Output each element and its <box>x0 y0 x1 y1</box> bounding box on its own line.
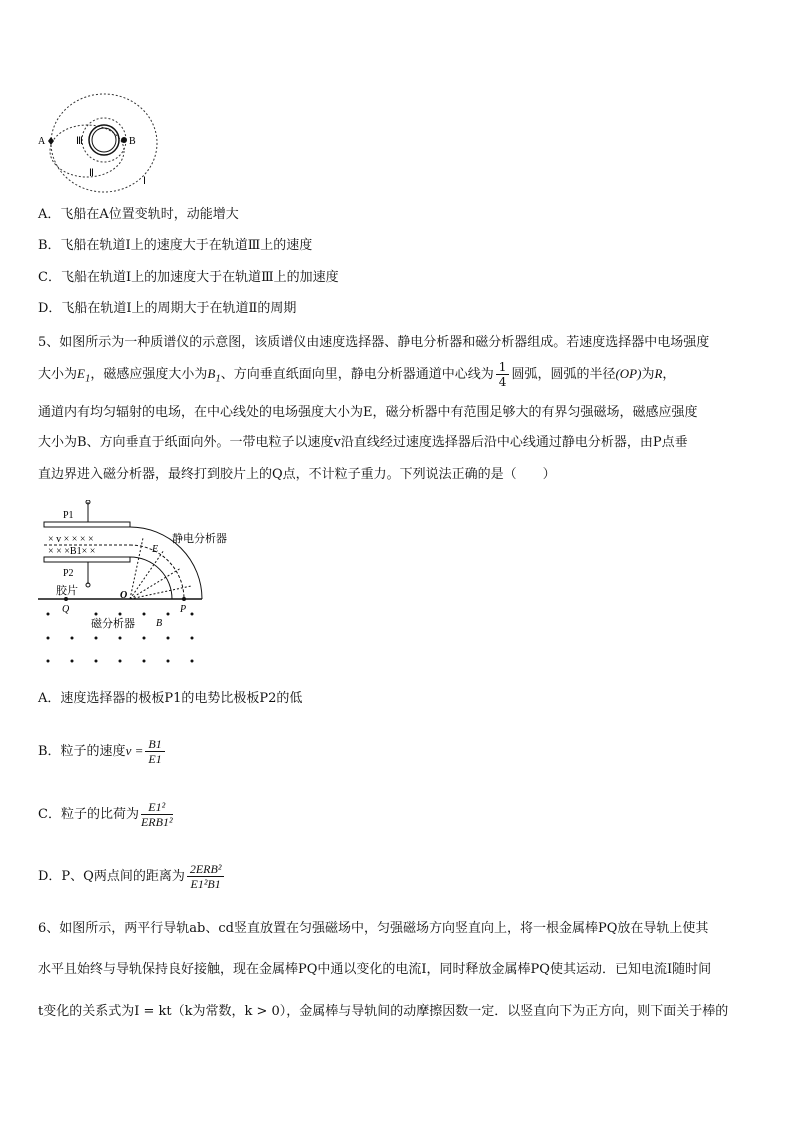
q5-option-a: A．速度选择器的极板P1的电势比极板P2的低 <box>38 691 303 706</box>
point-q <box>64 597 68 601</box>
op-symbol: (OP) <box>615 366 642 381</box>
q6-line-3: t变化的关系式为I = kt（k为常数，k > 0），金属棒与导轨间的动摩擦因数一定．以竖直向下为正方向，则下面关于棒的 <box>38 1004 729 1019</box>
label-i: Ⅰ <box>143 176 146 187</box>
q5-l2d: 圆弧，圆弧的半径 <box>511 367 616 382</box>
q6-line-1: 6、如图所示，两平行导轨ab、cd竖直放置在匀强磁场中，匀强磁场方向竖直向上，将一根金属棒PQ放在导轨上使其 <box>38 921 709 936</box>
point-b-marker <box>121 137 127 143</box>
point-a-marker <box>48 137 54 145</box>
q5-l2a: 大小为 <box>38 367 78 382</box>
field-row-2: × × ×B1× × <box>48 546 96 557</box>
label-p1: P1 <box>63 510 74 521</box>
label-p: P <box>180 604 187 615</box>
q4-option-c: C．飞船在轨道Ⅰ上的加速度大于在轨道Ⅲ上的加速度 <box>38 270 339 285</box>
e1-symbol: $E_1$ <box>77 366 91 385</box>
q6-line-2: 水平且始终与导轨保持良好接触，现在金属棒PQ中通以变化的电流I，同时释放金属棒PQ使其运动．已知电流I随时间 <box>38 962 712 977</box>
label-q: Q <box>62 604 70 615</box>
r-symbol: R <box>654 366 663 381</box>
q5-line-4: 大小为B、方向垂直于纸面向外。一带电粒子以速度v沿直线经过速度选择器后沿中心线通过静电分析器，由P点垂 <box>38 435 688 450</box>
label-iii: Ⅲ <box>76 136 83 147</box>
label-magnetic-analyzer: 磁分析器 <box>91 618 135 630</box>
orbit-ii <box>50 125 124 177</box>
b1-symbol: $B_1$ <box>207 366 221 385</box>
q4-option-b: B．飞船在轨道Ⅰ上的速度大于在轨道Ⅲ上的速度 <box>38 238 313 253</box>
label-p2: P2 <box>63 568 74 579</box>
label-b: B <box>129 136 136 147</box>
q5-option-d: D．P、Q两点间的距离为 $\frac{\text{2ERB²}}{\text{E1²B1}}$ <box>38 862 226 891</box>
q5-line-1: 5、如图所示为一种质谱仪的示意图，该质谱仪由速度选择器、静电分析器和磁分析器组成。若速度选择器中电场强度 <box>38 335 710 350</box>
q5-option-b: B．粒子的速度v = $\frac{B1}{E1}$ <box>38 737 167 766</box>
plate-p2 <box>44 557 130 562</box>
q5-l2e: 为 <box>641 367 655 382</box>
field-row-1: × v × × × × <box>48 534 94 545</box>
quarter-fraction: $\frac{1}{4}$ <box>496 360 510 389</box>
q5-line-5: 直边界进入磁分析器，最终打到胶片上的Q点，不计粒子重力。下列说法正确的是（ ） <box>38 467 556 482</box>
q5-l2c: 、方向垂直纸面向里，静电分析器通道中心线为 <box>220 367 494 382</box>
label-a: A <box>38 136 46 147</box>
orbit-diagram <box>36 88 166 196</box>
label-film: 胶片 <box>56 585 78 597</box>
planet-inner <box>92 128 116 152</box>
point-p <box>182 597 186 601</box>
q5-l2b: ，磁感应强度大小为 <box>90 367 208 382</box>
analyzer-inner-arc <box>130 557 172 599</box>
label-b-field: B <box>156 618 163 629</box>
q4-option-d: D．飞船在轨道Ⅰ上的周期大于在轨道Ⅱ的周期 <box>38 301 297 316</box>
label-ii: Ⅱ <box>89 168 94 179</box>
q5-line-2: 大小为$E_1$，磁感应强度大小为$B_1$、方向垂直纸面向里，静电分析器通道中心线为 $\frac{1}{4}$ 圆弧，圆弧的半径(OP)为R， <box>38 360 676 389</box>
label-static-analyzer: 静电分析器 <box>172 533 227 545</box>
label-o: O <box>120 590 128 601</box>
spectrometer-diagram <box>36 500 246 670</box>
orbit-i <box>51 94 157 192</box>
plate-p1 <box>44 522 130 527</box>
planet <box>89 125 119 155</box>
q4-option-a: A．飞船在A位置变轨时，动能增大 <box>38 207 239 222</box>
q5-option-c: C．粒子的比荷为 $\frac{\text{E1²}}{\text{ERB1²}}$ <box>38 800 173 829</box>
label-e: E <box>152 544 159 555</box>
q5-line-3: 通道内有均匀辐射的电场，在中心线处的电场强度大小为E，磁分析器中有范围足够大的有界匀强磁场，磁感应强度 <box>38 405 698 420</box>
